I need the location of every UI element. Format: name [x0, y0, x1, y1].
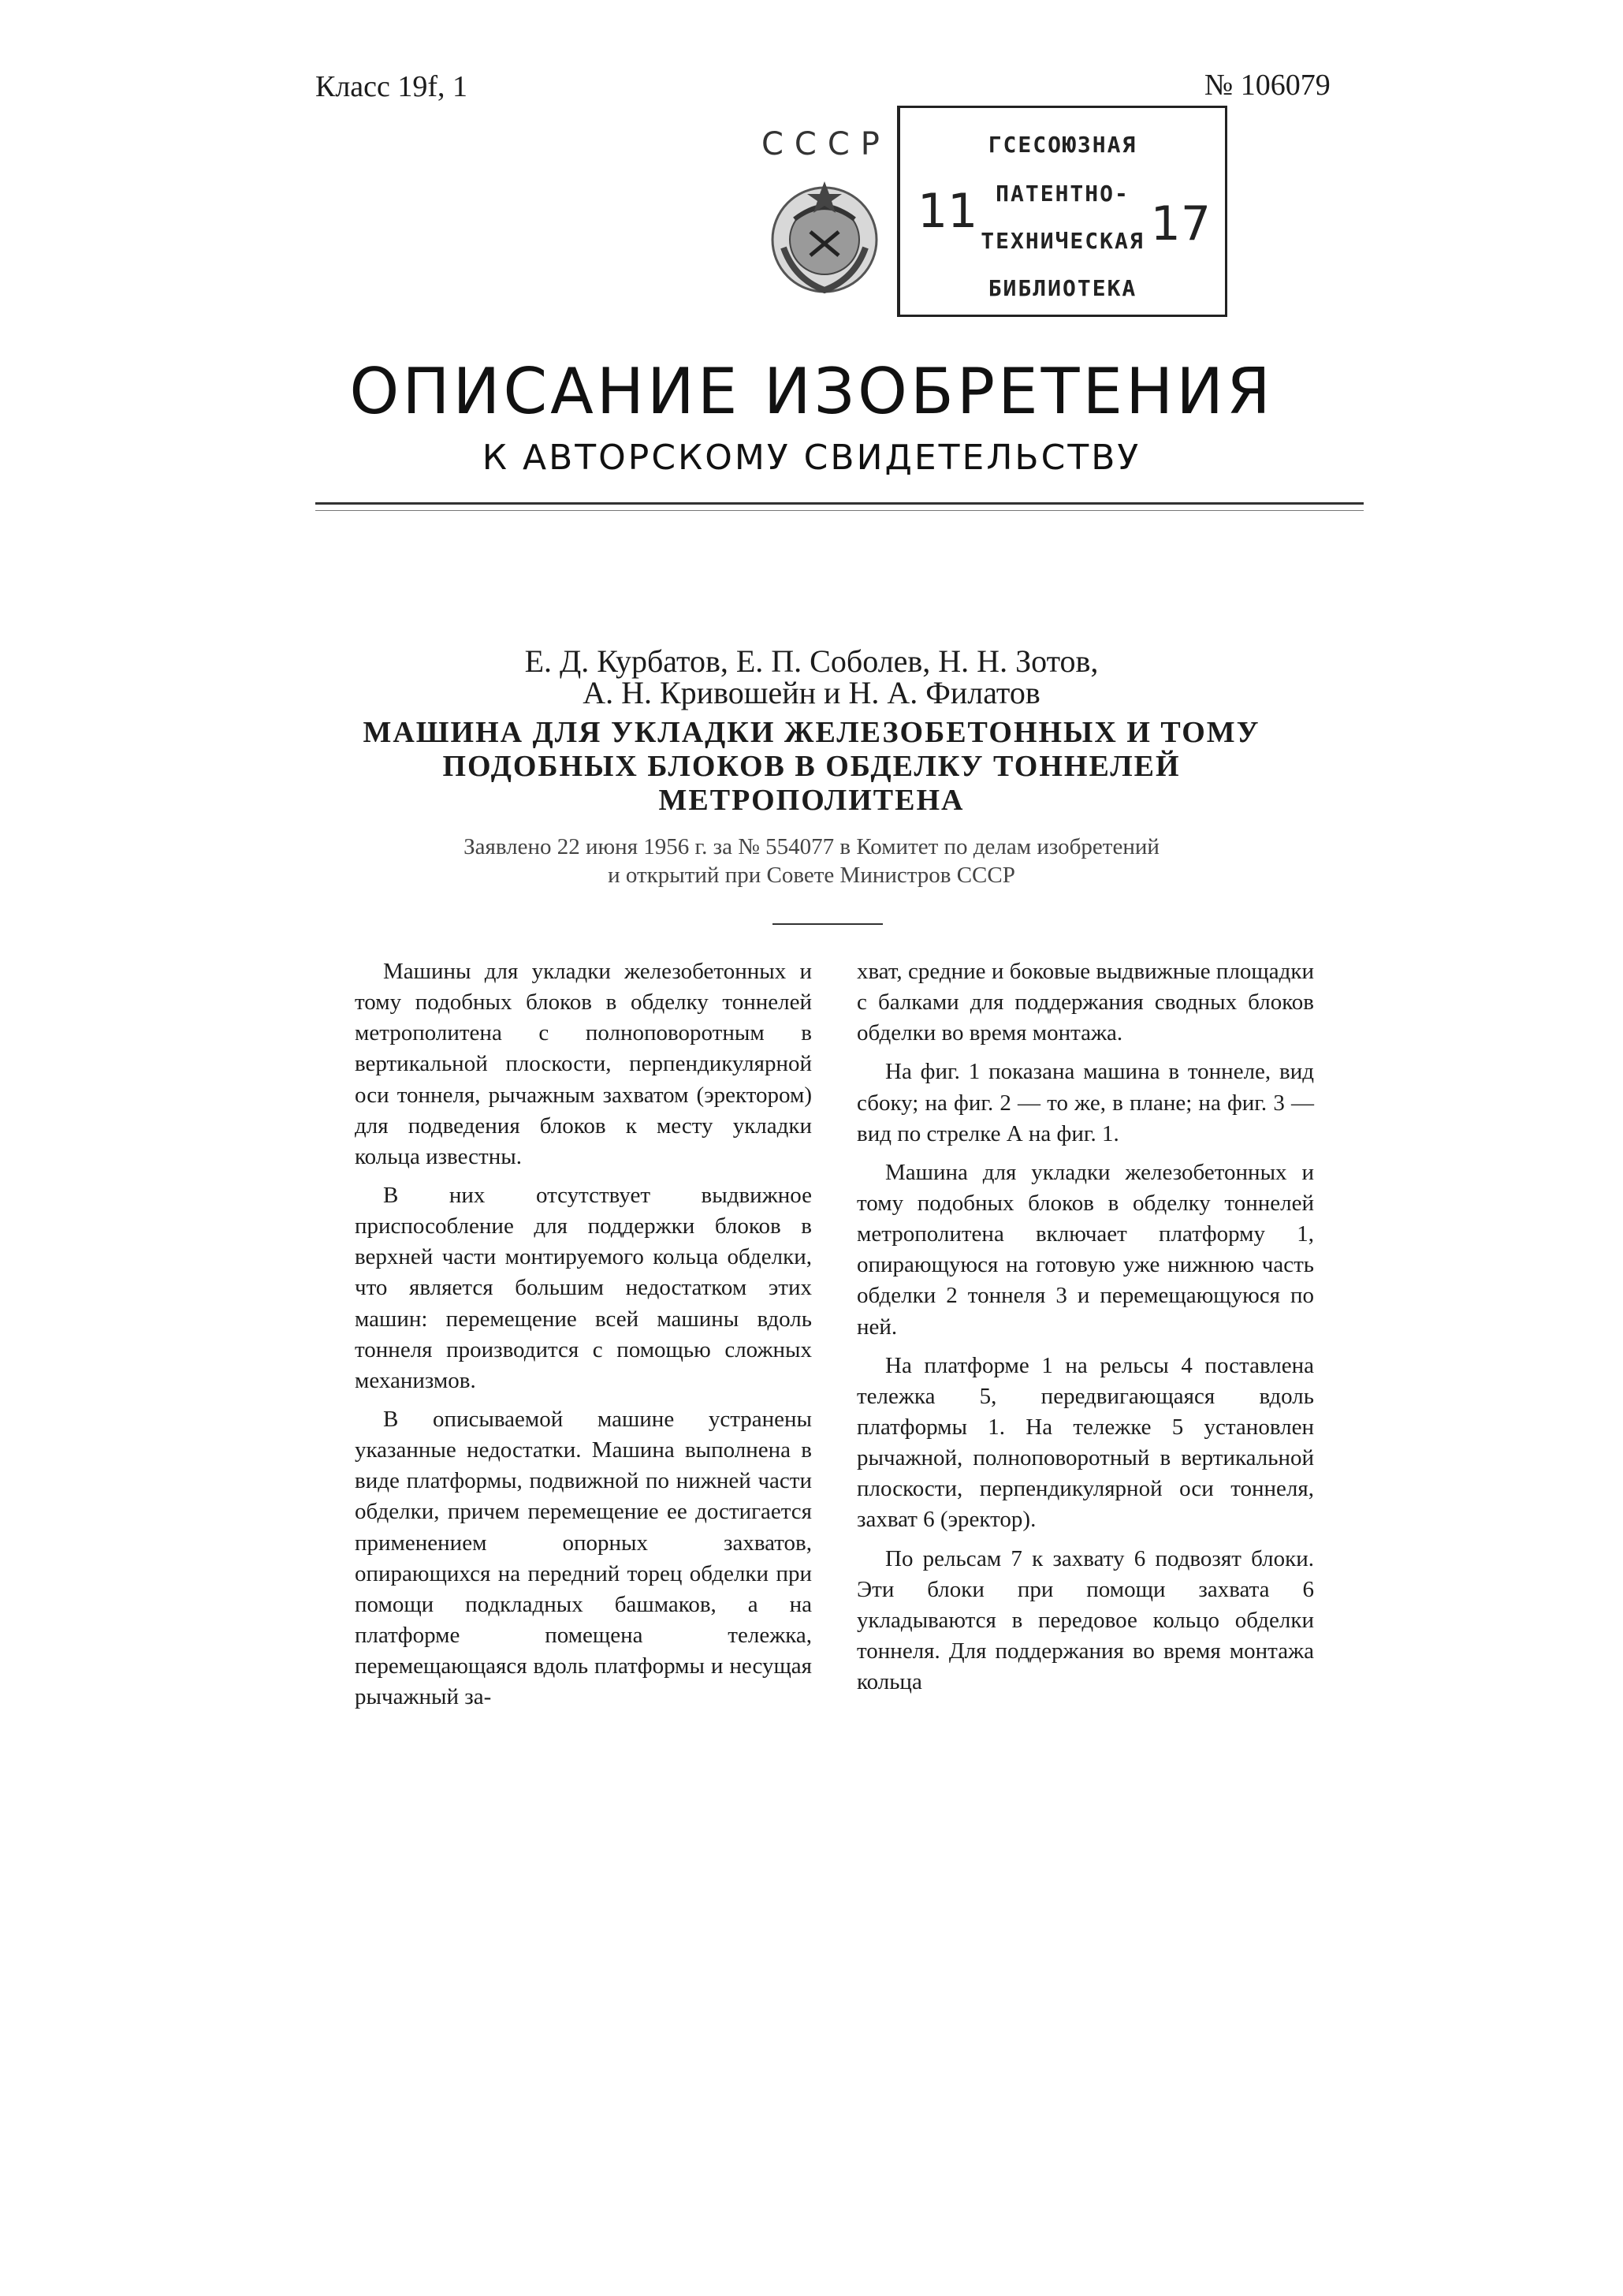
country-label: СССР — [761, 126, 891, 162]
body-paragraph: На платформе 1 на рельсы 4 поставлена тележка 5, передвигающаяся вдоль платформы 1. На тележке 5 установлен рычажной, полноповоротный в вертикальной плоскости, перпендикулярной оси тоннеля, захват 6 (эректор). — [857, 1352, 1314, 1533]
body-paragraph: хват, средние и боковые выдвижные площадки с балками для поддержания сводных блоков обделки во время монтажа. — [857, 959, 1314, 1046]
stamp-line: ГСЕСОЮЗНАЯ — [988, 132, 1137, 158]
invention-title-line: МЕТРОПОЛИТЕНА — [658, 784, 965, 817]
body-paragraph: В описываемой машине устранены указанные недостатки. Машина выполнена в виде платформы, подвижной по нижней части обделки, причем перемещение ее достигается применением опорных захватов, опирающихся на передний торец обделки при помощи подкладных башмаков, а на платформе помещена тележка, перемещающаяся вдоль платформы и несущая рычажный за- — [355, 1406, 812, 1710]
filing-info: и открытий при Совете Министров СССР — [608, 863, 1015, 888]
filing-info: Заявлено 22 июня 1956 г. за № 554077 в Комитет по делам изобретений — [463, 834, 1160, 859]
invention-title-line: ПОДОБНЫХ БЛОКОВ В ОБДЕЛКУ ТОННЕЛЕЙ — [442, 750, 1181, 783]
stamp-line: ТЕХНИЧЕСКАЯ — [981, 228, 1145, 254]
stamp-line: ПАТЕНТНО- — [996, 181, 1130, 207]
body-column-right — [857, 956, 1314, 1705]
stamp-right-number: 17 — [1150, 196, 1211, 252]
document-subtitle: К АВТОРСКОМУ СВИДЕТЕЛЬСТВУ — [482, 438, 1141, 478]
body-paragraph: Машина для укладки железобетонных и тому подобных блоков в обделку тоннелей метрополитена включает платформу 1, опирающуюся на готовую уже нижнюю часть обделки 2 тоннеля 3 и перемещающуюся по ней. — [857, 1159, 1314, 1340]
library-stamp — [897, 106, 1227, 317]
body-paragraph: Машины для укладки железобетонных и тому подобных блоков в обделку тоннелей метрополитена с полноповоротным в вертикальной плоскости, перпендикулярной оси тоннеля, рычажным захватом (эректором) для подведения блоков к месту укладки кольца известны. — [355, 959, 812, 1169]
class-label: Класс 19f, 1 — [315, 70, 468, 103]
state-emblem-icon — [763, 177, 886, 300]
body-paragraph: На фиг. 1 показана машина в тоннеле, вид сбоку; на фиг. 2 — то же, в плане; на фиг. 3 — вид по стрелке А на фиг. 1. — [857, 1059, 1314, 1146]
divider — [772, 923, 883, 925]
document-title: ОПИСАНИЕ ИЗОБРЕТЕНИЯ — [349, 355, 1274, 428]
patent-number: № 106079 — [1204, 69, 1331, 102]
authors-line: А. Н. Кривошейн и Н. А. Филатов — [583, 675, 1040, 710]
invention-title-line: МАШИНА ДЛЯ УКЛАДКИ ЖЕЛЕЗОБЕТОННЫХ И ТОМУ — [363, 716, 1260, 749]
divider — [315, 510, 1364, 511]
body-paragraph: В них отсутствует выдвижное приспособление для поддержки блоков в верхней части монтируемого кольца обделки, что является большим недостатком этих машин: перемещение всей машины вдоль тоннеля производится с помощью сложных механизмов. — [355, 1182, 812, 1393]
divider — [315, 502, 1364, 505]
body-column-left — [355, 956, 812, 1720]
body-paragraph: По рельсам 7 к захвату 6 подвозят блоки. Эти блоки при помощи захвата 6 укладываются в передовое кольцо обделки тоннеля. Для поддержания во время монтажа кольца — [857, 1545, 1314, 1695]
stamp-line: БИБЛИОТЕКА — [988, 275, 1137, 301]
authors-line: Е. Д. Курбатов, Е. П. Соболев, Н. Н. Зотов, — [524, 643, 1099, 679]
stamp-left-number: 11 — [918, 184, 978, 239]
